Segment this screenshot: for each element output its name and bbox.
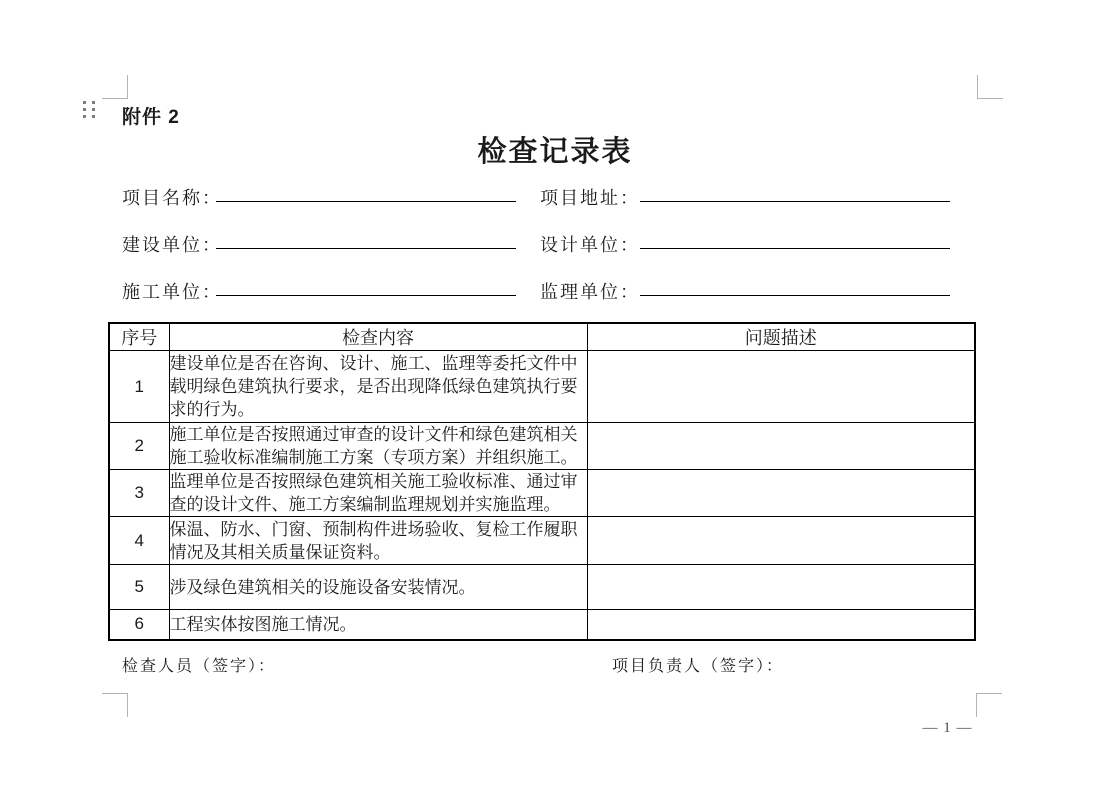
issue-description-cell[interactable]: [587, 565, 975, 610]
table-row: [109, 565, 975, 610]
contractor-input[interactable]: [216, 273, 516, 296]
drag-handle-icon[interactable]: [83, 101, 95, 118]
attachment-label: 附件 2: [122, 107, 180, 128]
inspection-content-cell: 施工单位是否按照通过审查的设计文件和绿色建筑相关施工验收标准编制施工方案（专项方案）并组织施工。: [169, 423, 587, 470]
project-address-input[interactable]: [640, 179, 950, 202]
table-row: [109, 351, 975, 423]
crop-mark-top-right-icon: [977, 75, 1003, 99]
inspection-content-cell: 保温、防水、门窗、预制构件进场验收、复检工作履职情况及其相关质量保证资料。: [169, 517, 587, 565]
inspection-content-cell: 建设单位是否在咨询、设计、施工、监理等委托文件中载明绿色建筑执行要求，是否出现降低绿色建筑执行要求的行为。: [169, 351, 587, 423]
design-unit-input[interactable]: [640, 226, 950, 249]
crop-mark-bottom-right-icon: [976, 693, 1002, 717]
row-number-cell: 6: [109, 610, 169, 640]
inspection-content-cell: 监理单位是否按照绿色建筑相关施工验收标准、通过审查的设计文件、施工方案编制监理规划并实施监理。: [169, 470, 587, 517]
issue-description-cell[interactable]: [587, 423, 975, 470]
project-address-label: 项目地址：: [540, 188, 640, 208]
inspection-content-cell: 工程实体按图施工情况。: [169, 610, 587, 640]
project-name-input[interactable]: [216, 179, 516, 202]
page-title: 检查记录表: [477, 136, 633, 168]
contractor-label: 施工单位：: [122, 282, 222, 302]
crop-mark-top-left-icon: [102, 75, 128, 99]
row-number-cell: 2: [109, 423, 169, 470]
page-number: — 1 —: [922, 720, 973, 736]
issue-description-cell[interactable]: [587, 610, 975, 640]
supervision-unit-label: 监理单位：: [540, 282, 640, 302]
column-header-inspection-content: 检查内容: [169, 323, 587, 351]
column-header-issue-description: 问题描述: [587, 323, 975, 351]
row-number-cell: 4: [109, 517, 169, 565]
issue-description-cell[interactable]: [587, 351, 975, 423]
issue-description-cell[interactable]: [587, 517, 975, 565]
row-number-cell: 5: [109, 565, 169, 610]
inspection-content-cell: 涉及绿色建筑相关的设施设备安装情况。: [169, 565, 587, 610]
table-row: [109, 610, 975, 640]
table-header-row: [109, 323, 975, 351]
column-header-no: 序号: [109, 323, 169, 351]
construction-owner-input[interactable]: [216, 226, 516, 249]
inspector-signature-label: 检查人员（签字）：: [122, 658, 277, 675]
crop-mark-bottom-left-icon: [102, 693, 128, 717]
row-number-cell: 3: [109, 470, 169, 517]
table-row: [109, 470, 975, 517]
inspection-table: [108, 322, 976, 641]
design-unit-label: 设计单位：: [540, 235, 640, 255]
table-row: [109, 517, 975, 565]
project-manager-signature-label: 项目负责人（签字）：: [612, 658, 785, 675]
table-row: [109, 423, 975, 470]
supervision-unit-input[interactable]: [640, 273, 950, 296]
row-number-cell: 1: [109, 351, 169, 423]
construction-owner-label: 建设单位：: [122, 235, 222, 255]
project-name-label: 项目名称：: [122, 188, 222, 208]
issue-description-cell[interactable]: [587, 470, 975, 517]
